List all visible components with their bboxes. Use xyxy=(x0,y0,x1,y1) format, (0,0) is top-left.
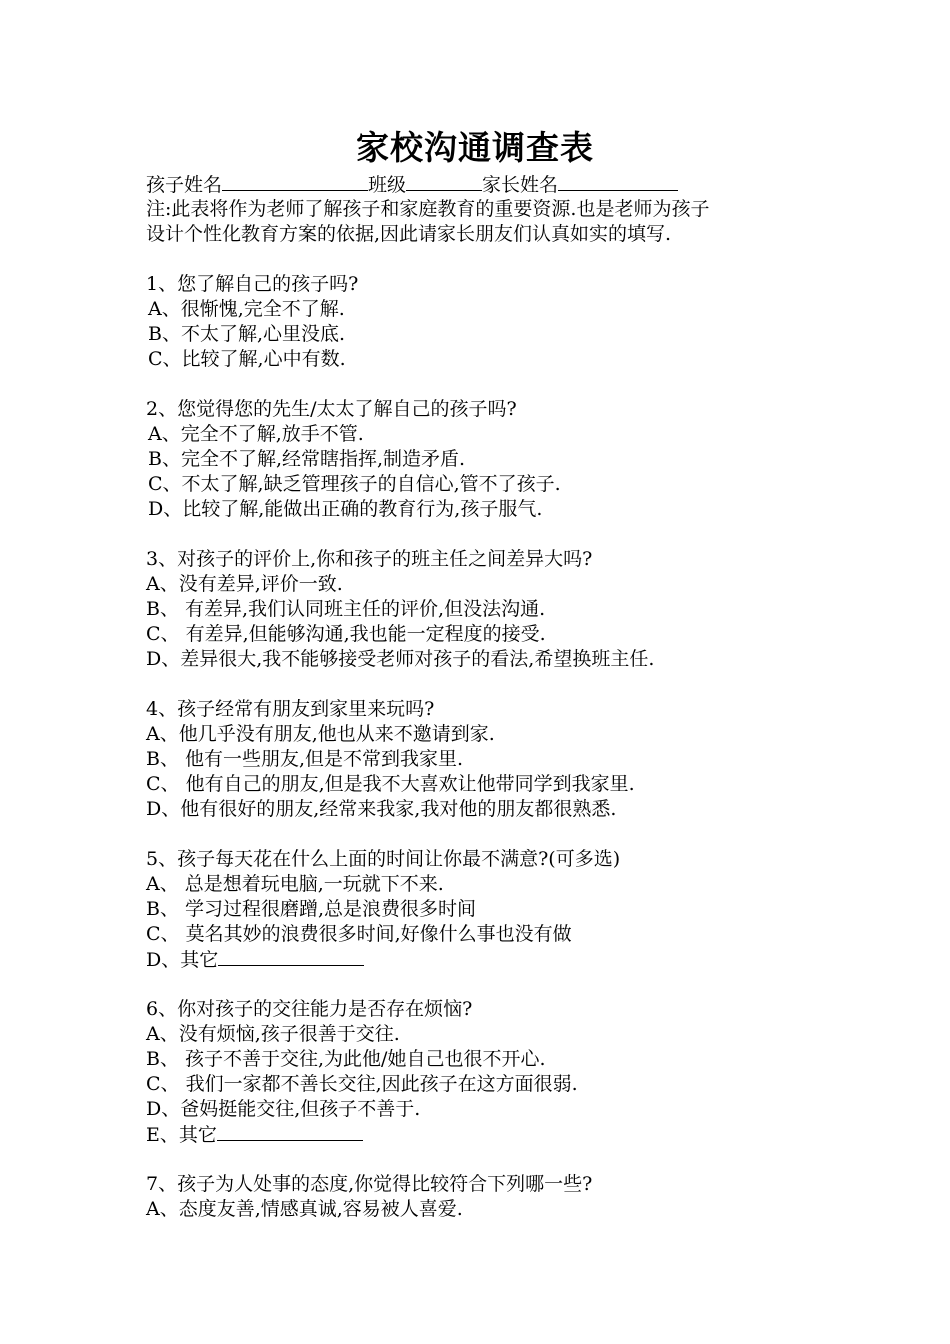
other-blank xyxy=(217,1122,363,1141)
option-d-other xyxy=(146,947,826,972)
question-text: 4、孩子经常有朋友到家里来玩吗? xyxy=(146,698,435,720)
option-b: B、完全不了解,经常瞎指挥,制造矛盾. xyxy=(148,448,466,470)
note-line-2: 设计个性化教育方案的依据,因此请家长朋友们认真如实的填写. xyxy=(146,223,672,245)
child-name-label: 孩子姓名 xyxy=(146,174,223,196)
option-b: B、 他有一些朋友,但是不常到我家里. xyxy=(146,748,464,770)
option-c: C、 有差异,但能够沟通,我也能一定程度的接受. xyxy=(146,623,546,645)
question-text: 2、您觉得您的先生/太太了解自己的孩子吗? xyxy=(146,398,517,420)
option-a: A、态度友善,情感真诚,容易被人喜爱. xyxy=(146,1198,463,1220)
parent-name-blank xyxy=(558,172,678,191)
question-text: 1、您了解自己的孩子吗? xyxy=(146,273,359,295)
question-3 xyxy=(146,547,826,672)
option-c: C、比较了解,心中有数. xyxy=(148,348,346,370)
class-label: 班级 xyxy=(368,174,407,196)
option-d: D、差异很大,我不能够接受老师对孩子的看法,希望换班主任. xyxy=(146,648,655,670)
option-a: A、 总是想着玩电脑,一玩就下不来. xyxy=(146,873,444,895)
question-text: 5、孩子每天花在什么上面的时间让你最不满意?(可多选) xyxy=(146,848,621,870)
question-text: 3、对孩子的评价上,你和孩子的班主任之间差异大吗? xyxy=(146,548,593,570)
option-e-label: E、其它 xyxy=(146,1124,217,1146)
question-2 xyxy=(146,397,826,522)
option-a: A、没有烦恼,孩子很善于交往. xyxy=(146,1023,400,1045)
option-e-other xyxy=(146,1122,826,1147)
page-title: 家校沟通调查表 xyxy=(356,128,594,167)
option-a: A、很惭愧,完全不了解. xyxy=(148,298,345,320)
info-fields xyxy=(146,172,826,197)
question-text: 6、你对孩子的交往能力是否存在烦恼? xyxy=(146,998,473,1020)
option-a: A、完全不了解,放手不管. xyxy=(148,423,364,445)
option-b: B、不太了解,心里没底. xyxy=(148,323,346,345)
option-a: A、他几乎没有朋友,他也从来不邀请到家. xyxy=(146,723,495,745)
option-c: C、 莫名其妙的浪费很多时间,好像什么事也没有做 xyxy=(146,923,572,945)
option-d-label: D、其它 xyxy=(146,949,219,971)
option-b: B、 孩子不善于交往,为此他/她自己也很不开心. xyxy=(146,1048,546,1070)
option-d: D、比较了解,能做出正确的教育行为,孩子服气. xyxy=(148,498,543,520)
option-d: D、他有很好的朋友,经常来我家,我对他的朋友都很熟悉. xyxy=(146,798,617,820)
other-blank xyxy=(218,947,364,966)
option-c: C、 他有自己的朋友,但是我不大喜欢让他带同学到我家里. xyxy=(146,773,635,795)
option-c: C、不太了解,缺乏管理孩子的自信心,管不了孩子. xyxy=(148,473,561,495)
option-b: B、 学习过程很磨蹭,总是浪费很多时间 xyxy=(146,898,477,920)
child-name-blank xyxy=(222,172,368,191)
survey-body xyxy=(146,172,826,1222)
question-6 xyxy=(146,997,826,1147)
class-blank xyxy=(406,172,482,191)
question-7 xyxy=(146,1172,826,1222)
option-a: A、没有差异,评价一致. xyxy=(146,573,343,595)
parent-name-label: 家长姓名 xyxy=(482,174,559,196)
question-5 xyxy=(146,847,826,972)
option-c: C、 我们一家都不善长交往,因此孩子在这方面很弱. xyxy=(146,1073,578,1095)
question-1 xyxy=(146,272,826,372)
note-line-1: 注:此表将作为老师了解孩子和家庭教育的重要资源.也是老师为孩子 xyxy=(146,198,710,220)
option-d: D、爸妈挺能交往,但孩子不善于. xyxy=(146,1098,421,1120)
question-text: 7、孩子为人处事的态度,你觉得比较符合下列哪一些? xyxy=(146,1173,593,1195)
question-4 xyxy=(146,697,826,822)
option-b: B、 有差异,我们认同班主任的评价,但没法沟通. xyxy=(146,598,546,620)
